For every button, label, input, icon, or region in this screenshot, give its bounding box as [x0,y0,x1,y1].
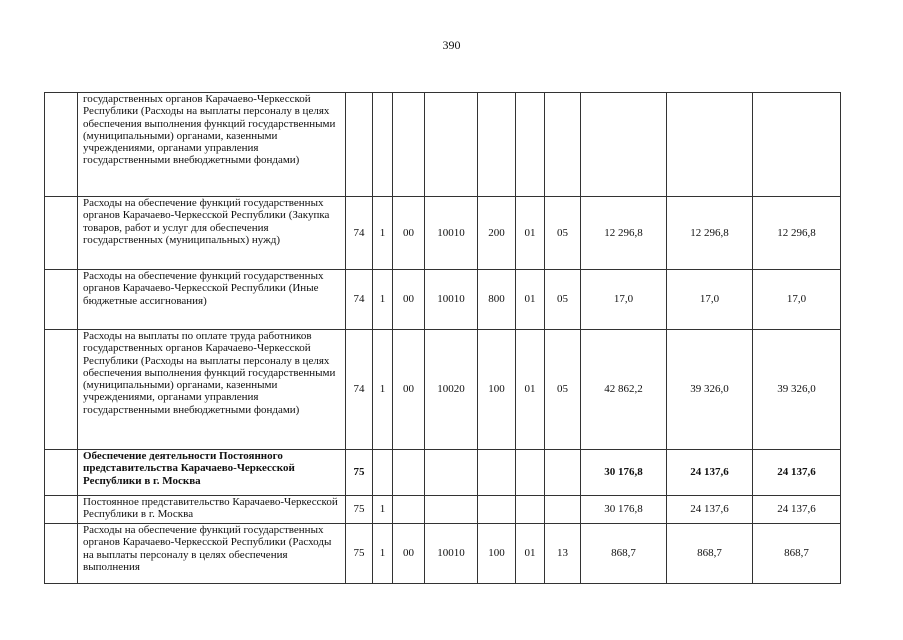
amount-cell: 868,7 [667,524,753,584]
blank-cell [45,496,78,524]
code-cell: 74 [346,197,373,270]
item-name: Постоянное представительство Карачаево-Черкесской Республики в г. Москва [78,496,346,524]
item-name: Обеспечение деятельности Постоянного представительства Карачаево-Черкесской Республики в г. Москва [78,450,346,496]
amount-cell: 868,7 [753,524,841,584]
code-cell [516,450,545,496]
item-name: Расходы на обеспечение функций государственных органов Карачаево-Черкесской Республики (Расходы на выплаты персоналу в целях обеспечения выполнения [78,524,346,584]
amount-cell: 42 862,2 [581,330,667,450]
code-cell: 10010 [425,197,478,270]
blank-cell [45,330,78,450]
amount-cell: 17,0 [667,270,753,330]
code-cell: 74 [346,270,373,330]
code-cell [516,93,545,197]
item-name: Расходы на выплаты по оплате труда работников государственных органов Карачаево-Черкесской Республики (Расходы на выплаты персоналу в целях обеспечения выполнения функций государственными (муниципальными) органами, казенными учреждениями, органами управления государственными внебюджетными фондами) [78,330,346,450]
amount-cell: 17,0 [753,270,841,330]
code-cell [425,93,478,197]
code-cell: 01 [516,270,545,330]
amount-cell: 24 137,6 [753,496,841,524]
code-cell [373,450,393,496]
amount-cell: 17,0 [581,270,667,330]
amount-cell [753,93,841,197]
budget-table [44,92,841,584]
code-cell: 1 [373,330,393,450]
amount-cell: 30 176,8 [581,450,667,496]
code-cell: 00 [393,270,425,330]
code-cell [393,93,425,197]
code-cell: 05 [545,197,581,270]
amount-cell: 24 137,6 [667,496,753,524]
code-cell: 1 [373,496,393,524]
code-cell: 00 [393,197,425,270]
code-cell: 100 [478,524,516,584]
code-cell: 75 [346,524,373,584]
code-cell: 00 [393,524,425,584]
code-cell [393,496,425,524]
blank-cell [45,524,78,584]
amount-cell: 868,7 [581,524,667,584]
table-row [45,450,841,496]
code-cell [545,450,581,496]
item-name: Расходы на обеспечение функций государственных органов Карачаево-Черкесской Республики (Иные бюджетные ассигнования) [78,270,346,330]
amount-cell: 12 296,8 [667,197,753,270]
code-cell [478,496,516,524]
code-cell: 10010 [425,270,478,330]
code-cell: 200 [478,197,516,270]
code-cell: 01 [516,524,545,584]
code-cell: 75 [346,450,373,496]
code-cell: 1 [373,270,393,330]
amount-cell: 39 326,0 [753,330,841,450]
code-cell [393,450,425,496]
code-cell: 1 [373,197,393,270]
item-name: государственных органов Карачаево-Черкесской Республики (Расходы на выплаты персоналу в целях обеспечения выполнения функций государственными (муниципальными) органами, казенными учреждениями, органами управления государственными внебюджетными фондами) [78,93,346,197]
code-cell: 00 [393,330,425,450]
code-cell [478,450,516,496]
code-cell [425,450,478,496]
code-cell: 100 [478,330,516,450]
amount-cell: 12 296,8 [581,197,667,270]
code-cell [545,496,581,524]
blank-cell [45,450,78,496]
blank-cell [45,93,78,197]
table-row [45,93,841,197]
code-cell: 05 [545,330,581,450]
code-cell: 13 [545,524,581,584]
amount-cell [581,93,667,197]
code-cell: 1 [373,524,393,584]
code-cell: 01 [516,197,545,270]
code-cell: 74 [346,330,373,450]
code-cell [478,93,516,197]
amount-cell [667,93,753,197]
code-cell: 05 [545,270,581,330]
code-cell [346,93,373,197]
amount-cell: 30 176,8 [581,496,667,524]
code-cell: 75 [346,496,373,524]
page-number: 390 [442,38,461,52]
code-cell: 10020 [425,330,478,450]
code-cell [516,496,545,524]
amount-cell: 24 137,6 [667,450,753,496]
blank-cell [45,270,78,330]
table-row [45,524,841,584]
table-row [45,496,841,524]
table-row [45,270,841,330]
code-cell [373,93,393,197]
table-row [45,330,841,450]
code-cell [425,496,478,524]
code-cell: 01 [516,330,545,450]
code-cell: 10010 [425,524,478,584]
item-name: Расходы на обеспечение функций государственных органов Карачаево-Черкесской Республики (Закупка товаров, работ и услуг для обеспечения государственных (муниципальных) нужд) [78,197,346,270]
blank-cell [45,197,78,270]
code-cell: 800 [478,270,516,330]
amount-cell: 12 296,8 [753,197,841,270]
amount-cell: 39 326,0 [667,330,753,450]
table-row [45,197,841,270]
code-cell [545,93,581,197]
amount-cell: 24 137,6 [753,450,841,496]
